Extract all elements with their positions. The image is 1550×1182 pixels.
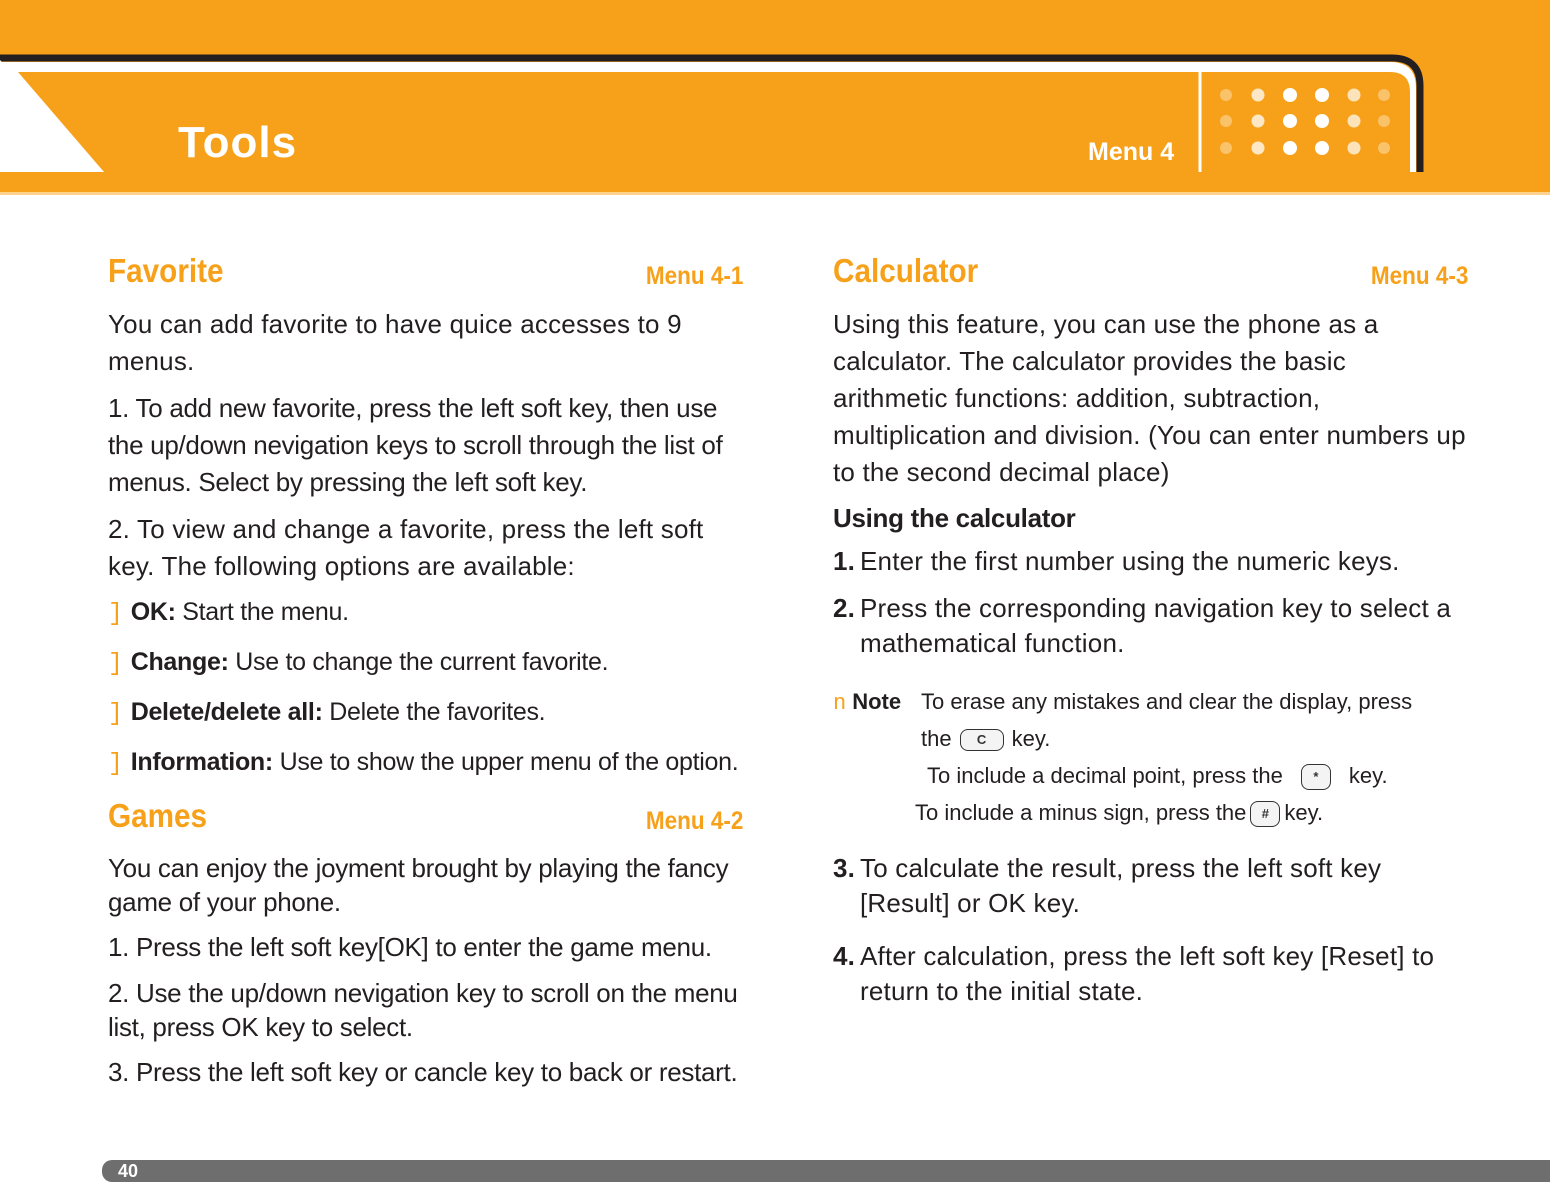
- calculator-title: Calculator: [833, 252, 979, 289]
- page-footer: [0, 1160, 1550, 1182]
- calculator-step-1: [833, 544, 1468, 579]
- favorite-intro: You can add favorite to have quice accesses to 9 menus.: [108, 309, 682, 376]
- footer-bar: [102, 1160, 1550, 1182]
- page-header: [0, 0, 1550, 200]
- calculator-menu-number: Menu 4-3: [1370, 262, 1468, 290]
- favorite-step-1: 1. To add new favorite, press the left soft key, then use the up/down nevigation keys to scroll through the list of menus. Select by pressing the left soft key.: [108, 393, 723, 497]
- step-number: 3.: [833, 853, 856, 883]
- clear-key-icon: C: [960, 729, 1004, 751]
- option-desc: Use to show the upper menu of the option.: [272, 748, 739, 776]
- step-number: 2.: [833, 593, 856, 623]
- calculator-subheading: Using the calculator: [833, 503, 1076, 533]
- note-text-3a: To include a decimal point, press the: [927, 763, 1283, 788]
- favorite-title: Favorite: [108, 252, 224, 289]
- option-term: Delete/delete all:: [130, 698, 323, 726]
- note-text-2b: key.: [1011, 726, 1051, 751]
- note-line-4: [833, 794, 1468, 831]
- note-text-4: [915, 794, 1323, 831]
- step-text: Enter the first number using the numeric keys.: [860, 546, 1400, 576]
- option-information: [108, 745, 743, 781]
- games-heading: [108, 797, 743, 851]
- page-title: Tools: [178, 118, 298, 167]
- note-text-4b: key.: [1284, 800, 1324, 825]
- option-desc: Use to change the current favorite.: [228, 648, 609, 676]
- menu-number: Menu 4: [1088, 138, 1175, 166]
- note-marker-icon: n: [833, 691, 847, 716]
- option-term: Information:: [130, 748, 273, 776]
- calculator-intro: Using this feature, you can use the phone as a calculator. The calculator provides the basic arithmetic functions: addition, subtraction, multiplication and division. (You can enter numbers up to the second decimal place): [833, 309, 1466, 487]
- step-number: 4.: [833, 941, 856, 971]
- note-line-2: [833, 720, 1468, 757]
- favorite-heading: [108, 252, 743, 306]
- star-key-icon: *: [1301, 764, 1331, 790]
- option-ok: [108, 595, 743, 631]
- bullet-icon: ]: [108, 749, 123, 778]
- games-title: Games: [108, 797, 208, 834]
- games-step-2: 2. Use the up/down nevigation key to scroll on the menu list, press OK key to select.: [108, 978, 738, 1042]
- note-line-3: [833, 757, 1468, 794]
- step-text: Press the corresponding navigation key to select a mathematical function.: [860, 593, 1452, 658]
- option-desc: Delete the favorites.: [322, 698, 546, 726]
- calculator-step-4: [833, 939, 1468, 1009]
- note-line-1: [833, 683, 1468, 720]
- games-step-1: 1. Press the left soft key[OK] to enter the game menu.: [108, 932, 712, 962]
- games-menu-number: Menu 4-2: [645, 807, 743, 835]
- option-term: OK:: [130, 598, 176, 626]
- note-label: Note: [852, 689, 902, 714]
- step-text: After calculation, press the left soft key [Reset] to return to the initial state.: [860, 941, 1435, 1006]
- calculator-step-2: [833, 591, 1468, 661]
- note-text-1: To erase any mistakes and clear the display, press: [921, 689, 1413, 714]
- bullet-icon: ]: [108, 699, 123, 728]
- calculator-step-3: [833, 851, 1468, 921]
- games-step-3: 3. Press the left soft key or cancle key to back or restart.: [108, 1057, 738, 1087]
- right-column: [833, 252, 1468, 1021]
- option-term: Change:: [130, 648, 229, 676]
- note-text-3b: key.: [1348, 763, 1388, 788]
- step-text: To calculate the result, press the left soft key [Result] or OK key.: [860, 853, 1382, 918]
- option-change: [108, 645, 743, 681]
- option-desc: Start the menu.: [175, 598, 349, 626]
- note-text-3: [927, 757, 1388, 794]
- header-band-graphic: [0, 0, 1550, 200]
- favorite-menu-number: Menu 4-1: [645, 262, 743, 290]
- games-intro: You can enjoy the joyment brought by playing the fancy game of your phone.: [108, 853, 729, 917]
- hash-key-icon: #: [1250, 801, 1280, 827]
- step-number: 1.: [833, 546, 856, 576]
- bullet-icon: ]: [108, 649, 123, 678]
- page-number: 40: [118, 1161, 139, 1181]
- favorite-step-2: 2. To view and change a favorite, press the left soft key. The following options are available:: [108, 514, 704, 581]
- option-delete: [108, 695, 743, 731]
- left-column: [108, 252, 743, 1101]
- bullet-icon: ]: [108, 599, 123, 628]
- calculator-note: [833, 683, 1468, 831]
- note-text-4a: To include a minus sign, press the: [915, 800, 1247, 825]
- note-text-2: [921, 720, 1050, 757]
- calculator-heading: [833, 252, 1468, 306]
- note-text-2a: the: [921, 726, 952, 751]
